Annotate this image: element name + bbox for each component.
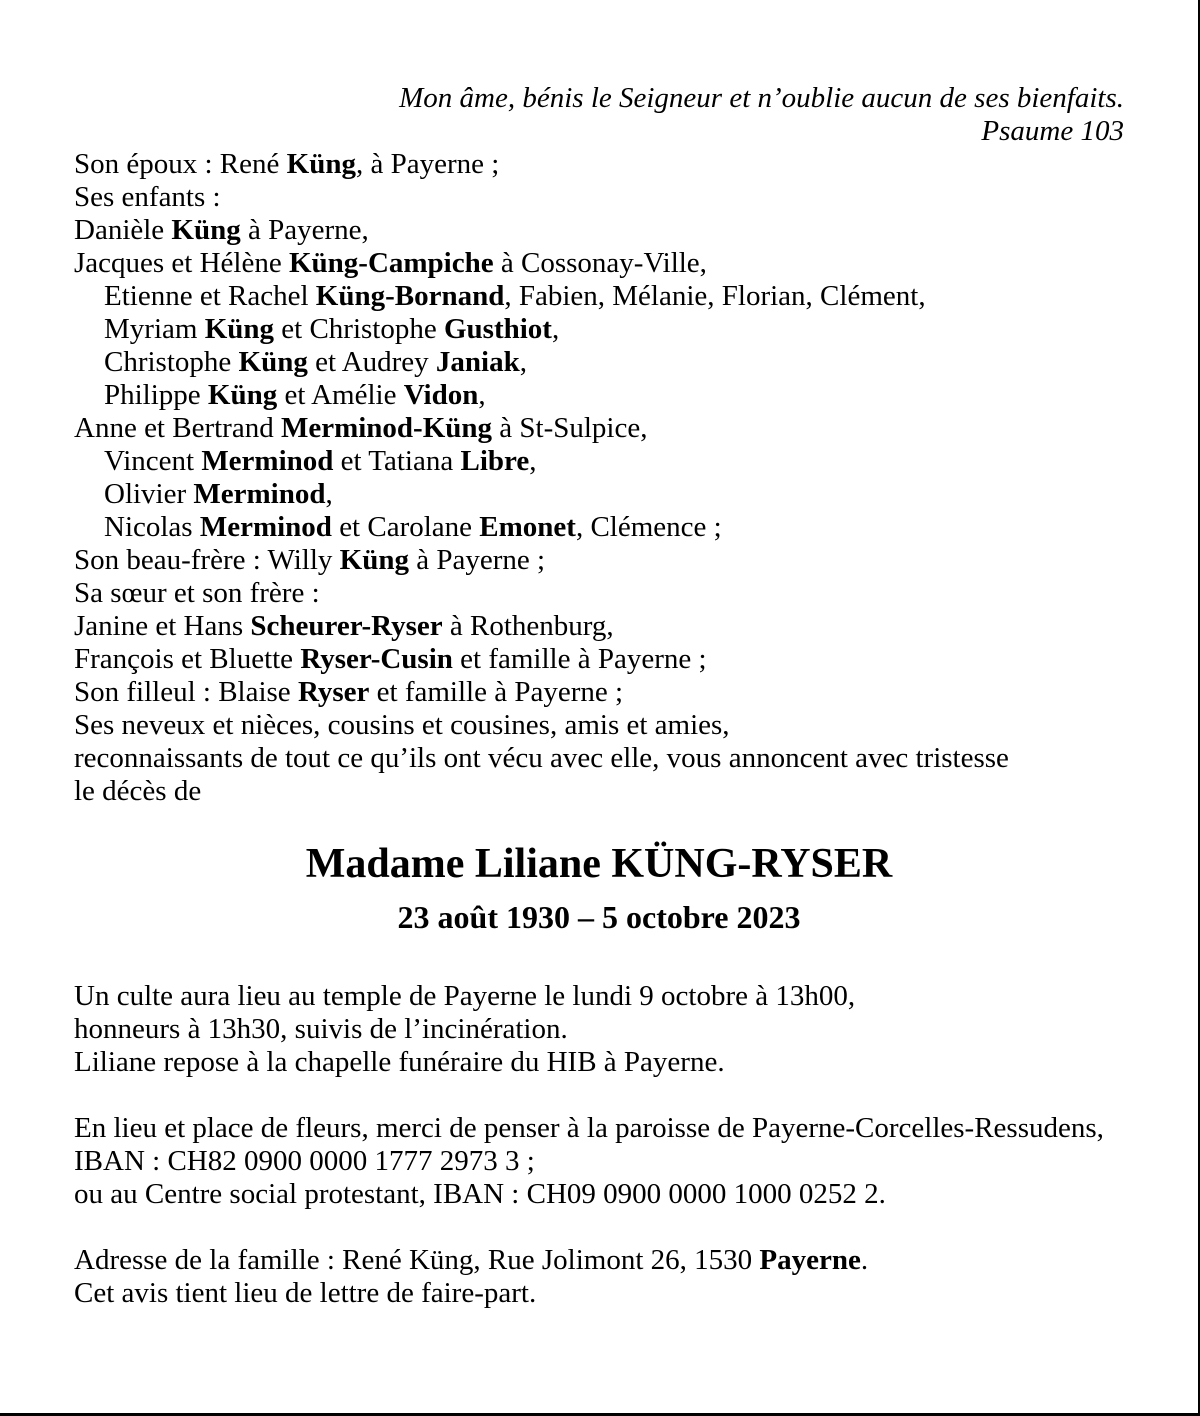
text-segment: à St-Sulpice, <box>492 412 648 444</box>
text-segment: le décès de <box>74 775 202 807</box>
announcement-paragraphs <box>74 980 1124 1310</box>
paragraph <box>74 1244 1124 1310</box>
text-segment: Janine et Hans <box>74 610 251 642</box>
text-segment: Cet avis tient lieu de lettre de faire-part. <box>74 1277 537 1309</box>
text-segment: François et Bluette <box>74 643 301 675</box>
text-line <box>74 577 1124 610</box>
paragraph <box>74 1112 1124 1211</box>
text-segment: Olivier <box>104 478 194 510</box>
text-segment: Christophe <box>104 346 239 378</box>
text-line <box>74 511 1124 544</box>
text-segment: Son beau-frère : Willy <box>74 544 340 576</box>
surname-bold: Küng <box>207 379 278 411</box>
text-segment: à Payerne, <box>240 214 369 246</box>
text-segment: à Rothenburg, <box>442 610 614 642</box>
surname-bold: Küng <box>339 544 409 576</box>
surname-bold: Scheurer-Ryser <box>250 610 443 642</box>
text-line <box>74 709 1124 742</box>
text-segment: Jacques et Hélène <box>74 247 289 279</box>
text-line <box>74 1013 1124 1046</box>
text-line <box>74 1145 1124 1178</box>
surname-bold: Ryser-Cusin <box>300 643 453 675</box>
text-line <box>74 181 1124 214</box>
text-segment: . <box>860 1244 869 1276</box>
surname-bold: Merminod-Küng <box>280 412 493 444</box>
text-segment: , <box>529 445 537 477</box>
text-segment: En lieu et place de fleurs, merci de penser à la paroisse de Payerne-Corcelles-Ressudens, <box>74 1112 1104 1144</box>
text-segment: et Amélie <box>277 379 404 411</box>
text-segment: à Payerne ; <box>409 544 546 576</box>
text-segment: , <box>478 379 486 411</box>
text-segment: et Tatiana <box>333 445 461 477</box>
surname-bold: Merminod <box>193 478 326 510</box>
text-line <box>74 148 1124 181</box>
text-line <box>74 643 1124 676</box>
text-line <box>74 676 1124 709</box>
text-segment: , <box>325 478 333 510</box>
text-line <box>74 412 1124 445</box>
text-segment: reconnaissants de tout ce qu’ils ont vécu avec elle, vous annoncent avec tristesse <box>74 742 1009 774</box>
text-line <box>74 775 1124 808</box>
text-segment: Danièle <box>74 214 172 246</box>
text-segment: Liliane repose à la chapelle funéraire du HIB à Payerne. <box>74 1046 725 1078</box>
text-segment: , Fabien, Mélanie, Florian, Clément, <box>504 280 926 312</box>
text-segment: Anne et Bertrand <box>74 412 281 444</box>
text-line <box>74 980 1124 1013</box>
text-segment: et famille à Payerne ; <box>452 643 707 675</box>
text-segment: et Christophe <box>274 313 444 345</box>
text-segment: honneurs à 13h30, suivis de l’incinération. <box>74 1013 568 1045</box>
text-segment: Son époux : René <box>74 148 287 180</box>
text-line <box>74 1112 1124 1145</box>
deceased-name-title: Madame Liliane KÜNG-RYSER <box>305 841 893 887</box>
text-segment: Ses neveux et nièces, cousins et cousines, amis et amies, <box>74 709 730 741</box>
text-segment: Adresse de la famille : René Küng, Rue Jolimont 26, 1530 <box>74 1244 760 1276</box>
surname-bold: Küng <box>286 148 356 180</box>
text-line <box>74 1046 1124 1079</box>
surname-bold: Küng <box>204 313 275 345</box>
text-segment: Sa sœur et son frère : <box>74 577 320 609</box>
text-line <box>74 610 1124 643</box>
surname-bold: Libre <box>460 445 530 477</box>
text-segment: et Audrey <box>307 346 436 378</box>
surname-bold: Emonet <box>479 511 576 543</box>
paragraph <box>74 980 1124 1079</box>
text-segment: Philippe <box>104 379 208 411</box>
surname-bold: Küng-Campiche <box>288 247 494 279</box>
life-dates: 23 août 1930 – 5 octobre 2023 <box>397 899 801 935</box>
text-segment: Son filleul : Blaise <box>74 676 298 708</box>
text-line <box>74 379 1124 412</box>
surname-bold: Gusthiot <box>443 313 552 345</box>
text-segment: , à Payerne ; <box>355 148 500 180</box>
text-line <box>74 478 1124 511</box>
text-segment: à Cossonay-Ville, <box>493 247 707 279</box>
epigraph <box>74 82 1124 148</box>
text-segment: et famille à Payerne ; <box>369 676 624 708</box>
family-list <box>74 148 1124 808</box>
text-segment: Ses enfants : <box>74 181 221 213</box>
epigraph-source: Psaume 103 <box>981 115 1124 147</box>
surname-bold: Vidon <box>403 379 479 411</box>
text-segment: et Carolane <box>331 511 480 543</box>
text-segment: Vincent <box>104 445 202 477</box>
epigraph-quote: Mon âme, bénis le Seigneur et n’oublie aucun de ses bienfaits. <box>399 82 1124 114</box>
text-segment: Nicolas <box>104 511 200 543</box>
text-line <box>74 742 1124 775</box>
text-line <box>74 544 1124 577</box>
surname-bold: Merminod <box>199 511 332 543</box>
text-line <box>74 445 1124 478</box>
text-segment: , Clémence ; <box>575 511 722 543</box>
surname-bold: Küng-Bornand <box>315 280 505 312</box>
text-line <box>74 247 1124 280</box>
text-line <box>74 214 1124 247</box>
text-line <box>74 1244 1124 1277</box>
text-line <box>74 1178 1124 1211</box>
text-segment: Un culte aura lieu au temple de Payerne le lundi 9 octobre à 13h00, <box>74 980 856 1012</box>
text-line <box>74 1277 1124 1310</box>
text-segment: ou au Centre social protestant, IBAN : CH09 0900 0000 1000 0252 2. <box>74 1178 886 1210</box>
text-line <box>74 313 1124 346</box>
text-segment: Myriam <box>104 313 205 345</box>
text-line <box>74 280 1124 313</box>
text-line <box>74 346 1124 379</box>
surname-bold: Janiak <box>435 346 520 378</box>
surname-bold: Ryser <box>297 676 370 708</box>
surname-bold: Küng <box>238 346 308 378</box>
surname-bold: Küng <box>171 214 241 246</box>
text-segment: , <box>519 346 527 378</box>
surname-bold: Payerne <box>759 1244 861 1276</box>
text-segment: Etienne et Rachel <box>104 280 316 312</box>
surname-bold: Merminod <box>201 445 334 477</box>
text-segment: , <box>551 313 560 345</box>
text-segment: IBAN : CH82 0900 0000 1777 2973 3 ; <box>74 1145 535 1177</box>
